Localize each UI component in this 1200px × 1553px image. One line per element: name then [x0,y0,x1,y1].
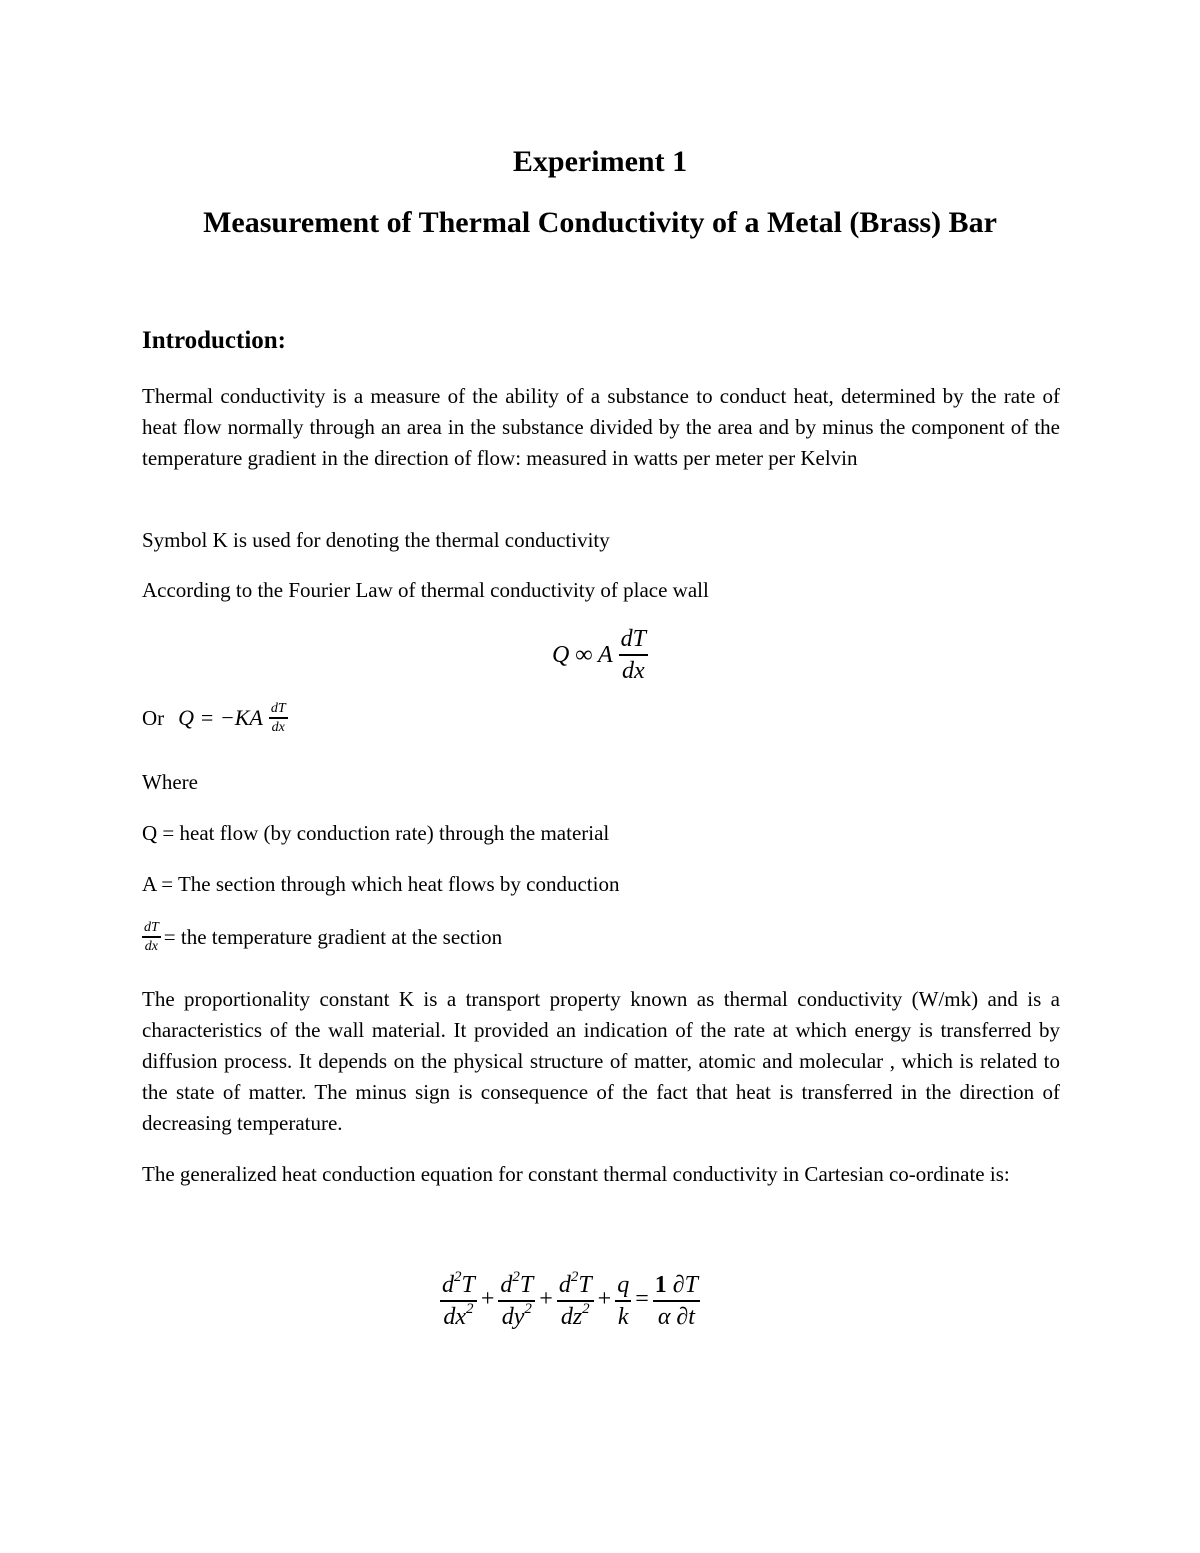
equals-operator: = [635,1286,649,1312]
gradient-fraction [269,700,288,736]
term-z-fraction: $\frac{d^2T}{dz^2}$ [558,1269,592,1330]
page-subtitle: Measurement of Thermal Conductivity of a Metal (Brass) Bar [203,206,997,239]
fraction-numerator: dT [142,919,161,938]
gradient-fraction [142,919,161,955]
fraction-denominator: dx [271,720,285,735]
general-equation-intro: The generalized heat conduction equation for constant thermal conductivity in Cartesian co-ordinate is: [142,1162,1010,1186]
fraction-denominator: dx [622,658,645,684]
equation-lhs: Q ∞ A [552,642,613,668]
intro-paragraph: Thermal conductivity is a measure of the ability of a substance to conduct heat, determined by the rate of heat flow normally through an area in the substance divided by the area and by minus the component of the temperature gradient in the direction of flow: measured in watts per meter per Kelvin [142,384,1060,470]
term-y-fraction: $\frac{d^2T}{dy^2}$ [500,1269,534,1330]
fourier-line: According to the Fourier Law of thermal conductivity of place wall [142,578,709,602]
definition-q: Q = heat flow (by conduction rate) through the material [142,821,610,845]
conductivity-paragraph: The proportionality constant K is a transport property known as thermal conductivity (W/mk) and is a characteristics of the wall material. It provided an indication of the rate at which energy is transferred by diffusion process. It depends on the physical structure of matter, atomic and molecular , which is related to the state of matter. The minus sign is consequence of the fact that heat is transferred in the direction of decreasing temperature. [142,987,1060,1135]
source-term-fraction: $\frac{q}{k}$ [617,1272,630,1330]
proportionality-equation [552,624,648,686]
fraction-numerator: dT [619,624,648,656]
definition-text: = the temperature gradient at the section [163,925,503,949]
definition-gradient [142,919,502,955]
heat-conduction-equation [440,1270,700,1332]
plus-operator: + [597,1286,612,1312]
where-label: Where [142,770,198,794]
fraction-denominator: dx [144,939,158,954]
fraction-numerator: dT [269,700,288,719]
equation-expression: Q = −KA [178,705,263,730]
symbol-line: Symbol K is used for denoting the thermal conductivity [142,528,610,552]
definition-a: A = The section through which heat flows by conduction [142,872,620,896]
plus-operator: + [480,1286,495,1312]
equation-prefix: Or [142,706,165,730]
rhs-fraction: $\frac{1 \partial T}{\alpha \partial t}$ [654,1272,698,1330]
term-x-fraction: $\frac{d^2T}{dx^2}$ [442,1269,475,1330]
fourier-equation [142,700,288,736]
section-heading-introduction: Introduction: [142,327,287,354]
page-title: Experiment 1 [512,145,688,178]
plus-operator: + [539,1286,553,1312]
gradient-fraction [619,624,648,686]
